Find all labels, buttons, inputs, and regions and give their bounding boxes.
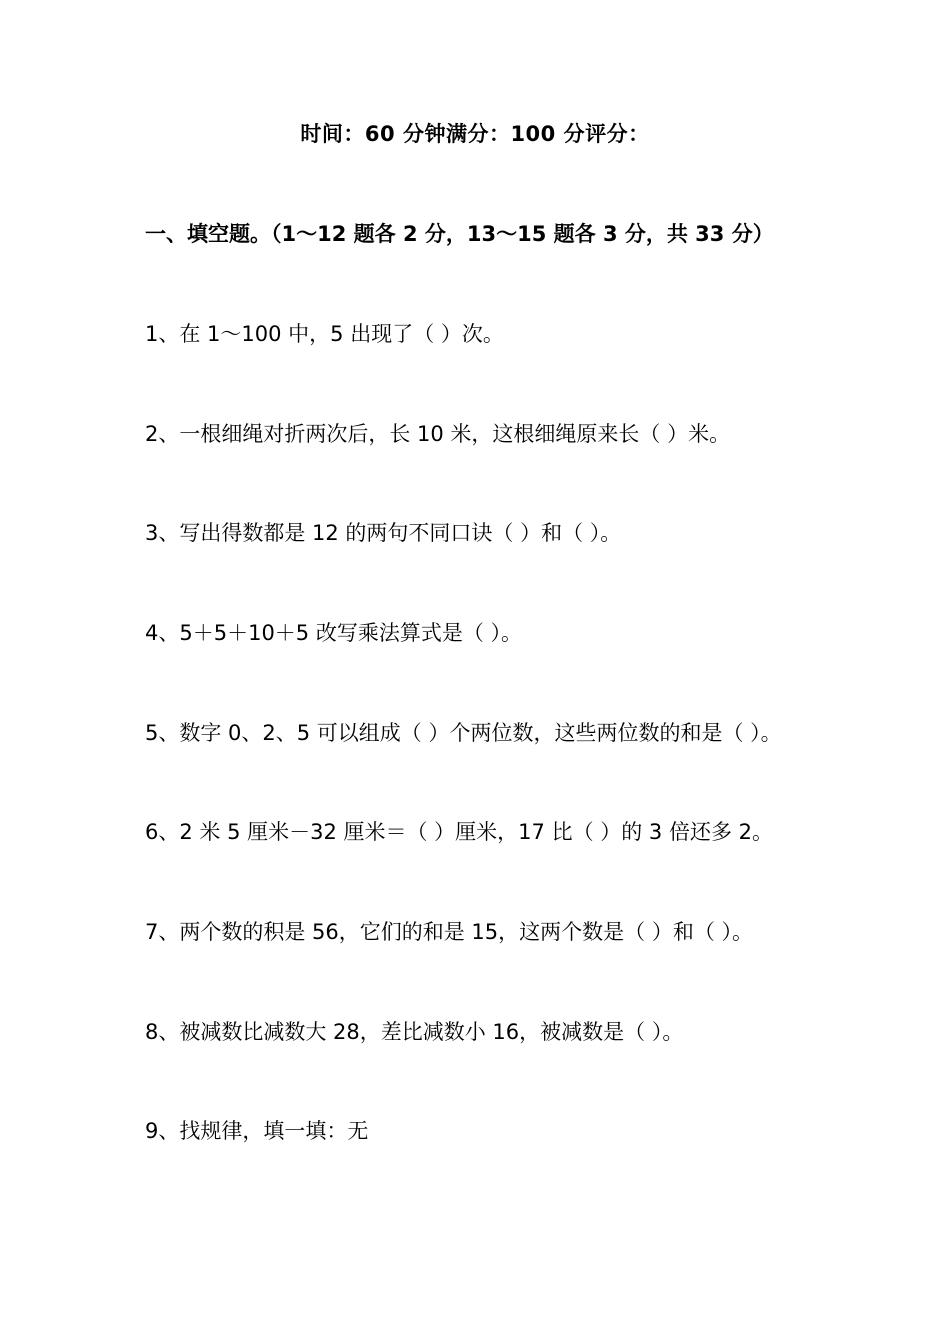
- question-9: 9、找规律，填一填：无: [145, 1119, 369, 1143]
- question-8: 8、被减数比减数大 28，差比减数小 16，被减数是（ ）。: [145, 1020, 684, 1044]
- question-7: 7、两个数的积是 56，它们的和是 15，这两个数是（ ）和（ ）。: [145, 920, 754, 944]
- section-heading-fill-in-blank: 一、填空题。（1～12 题各 2 分，13～15 题各 3 分，共 33 分）: [145, 222, 774, 246]
- question-5: 5、数字 0、2、5 可以组成（ ）个两位数，这些两位数的和是（ ）。: [145, 721, 782, 745]
- question-3: 3、写出得数都是 12 的两句不同口诀（ ）和（ ）。: [145, 521, 622, 545]
- question-2: 2、一根细绳对折两次后，长 10 米，这根细绳原来长（ ）米。: [145, 422, 731, 446]
- question-6: 6、2 米 5 厘米－32 厘米＝（ ）厘米，17 比（ ）的 3 倍还多 2。: [145, 820, 773, 844]
- question-1: 1、在 1～100 中，5 出现了（ ）次。: [145, 322, 504, 346]
- exam-info-line: 时间：60 分钟满分：100 分评分：: [300, 122, 650, 146]
- question-4: 4、5＋5＋10＋5 改写乘法算式是（ ）。: [145, 621, 523, 645]
